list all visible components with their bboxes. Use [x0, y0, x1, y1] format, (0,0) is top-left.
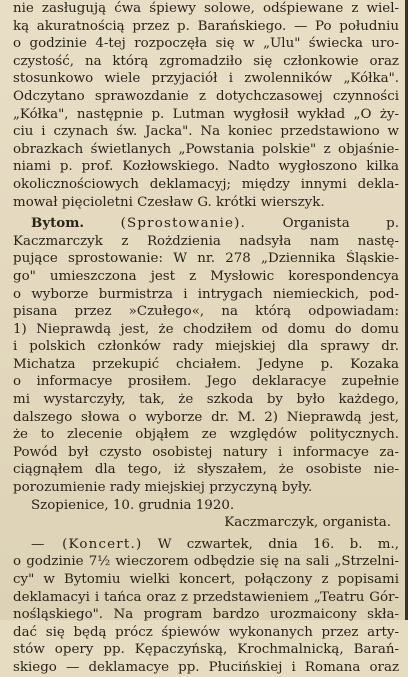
koncert-first-line	[13, 536, 399, 554]
koncert-title: — (Koncert.)	[31, 536, 143, 552]
article-kolko	[13, 0, 399, 211]
text-line: pujące sprostowanie: W nr. 278 „Dziennika Śląskie-	[13, 251, 399, 267]
text-line: dalszego słowa o wyborze dr. M. 2) Nieprawdą jest,	[13, 409, 399, 425]
bytom-title: (Sprostowanie).	[120, 216, 247, 232]
text-line: 1) Nieprawdą jest, że chodziłem od domu do domu	[13, 321, 399, 337]
text-line: o godzinie 4-tej rozpoczęła się w „Ulu" świecka uro-	[13, 36, 399, 52]
text-line: o informacye prosiłem. Jego deklaracye zupełnie	[13, 374, 399, 390]
text-line: skiego — deklamacye pp. Płucińskiej i Romana oraz	[13, 659, 399, 675]
signature: Kaczmarczyk, organista.	[224, 515, 391, 531]
text-line: cy" w Bytomiu wielki koncert, połączony z popisami	[13, 572, 399, 587]
text-line: okolicznościowych deklamacyj; między innymi dekla-	[13, 176, 399, 192]
text-line: czystość, na którą zgromadziło się członkowie oraz	[13, 53, 399, 69]
text-line: mi wystarczyły, tak, że szkoda by było każdego,	[13, 392, 399, 408]
bytom-first-line	[13, 215, 399, 233]
text-line: Odczytano sprawozdanie z dotychczasowej czynności	[13, 88, 399, 104]
text-line: porozumienie rady miejskiej przyczyną były.	[13, 480, 313, 496]
text-line: ciu i czynach św. Jacka". Na koniec przedstawiono w	[13, 124, 399, 140]
text-line: nośląskiego". Na program bardzo urozmaicony skła-	[13, 607, 399, 623]
text-line: deklamacyi i tańca oraz z przedstawieniem „Teatru Gór-	[13, 589, 399, 605]
text-line: dać się będą prócz śpiewów wykonanych przez arty-	[13, 624, 399, 640]
text-line: stosunkowo wiele przyjaciół i zwolenników „Kółka".	[13, 71, 399, 87]
article-bytom	[13, 215, 399, 532]
text-line: stów opery pp. Kępaczyńską, Krochmalnicką, Barań-	[13, 642, 399, 658]
text-line: obrazkach świetlanych „Powstania polskie" z objaśnie-	[13, 141, 399, 157]
text-line: Powód był czysto osobistej natury i informacye za-	[13, 444, 399, 460]
text-line: mował pięcioletni Czesław G. krótki wierszyk.	[13, 194, 325, 210]
text-line: ciągnąłem dla tego, iż słyszałem, że osobiste nie-	[13, 462, 399, 478]
article-koncert	[13, 536, 399, 677]
text-line: nie zasługują ćwa śpiewy solowe, odśpiewane z wiel-	[13, 1, 399, 16]
text-line: i polskich członków rady miejskiej dla sprawy dr.	[13, 339, 399, 355]
bytom-heading: Bytom.	[31, 215, 85, 232]
text-line: Michatza przekupić chciałem. Jedyne p. Kozaka	[13, 356, 399, 372]
text-line: o godzinie 7½ wieczorem odbędzie się na sali „Strzelni-	[13, 554, 399, 570]
text-fragment: Organista p.	[282, 216, 399, 232]
text-line: niami p. prof. Kozłowskiego. Nadto wygłoszono kilka	[13, 159, 399, 175]
text-line: Kaczmarczyk z Rożdzienia nadsyła nam nastę-	[13, 233, 399, 249]
place-date: Szopienice, 10. grudnia 1920.	[31, 497, 235, 513]
text-line: „Kółka", następnie p. Lutman wygłosił wykład „O ży-	[13, 106, 399, 122]
text-fragment: W czwartek, dnia 16. b. m.,	[157, 536, 399, 552]
text-line: pisana przez »Czułego«, na którą odpowiadam:	[13, 304, 399, 320]
text-line: że to zlecenie objąłem ze względów politycznych.	[13, 427, 399, 443]
text-line: o wyborze burmistrza i intrygach niemieckich, pod-	[13, 286, 399, 302]
text-line: ką akuratnością przez p. Barańskiego. — Po południu	[13, 18, 399, 34]
text-line: go" umieszczona jest z Mysłowic korespondencya	[13, 268, 399, 284]
